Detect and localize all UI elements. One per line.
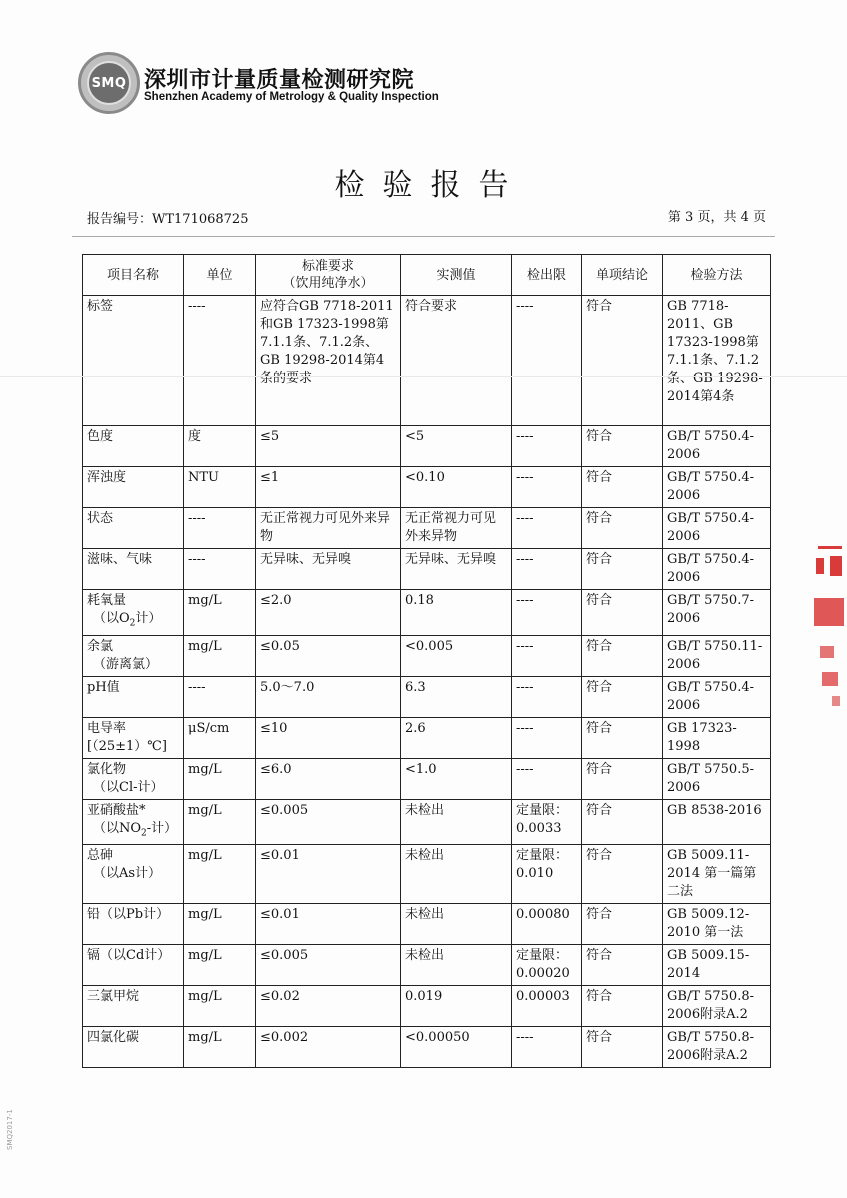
cell-lim: ---- [512, 549, 582, 590]
cell-val: 0.019 [401, 986, 512, 1027]
cell-res: 符合 [582, 945, 663, 986]
cell-req: 无正常视力可见外来异物 [256, 508, 401, 549]
cell-name [83, 758, 184, 799]
header-standard: 标准要求 （饮用纯净水） [256, 255, 401, 296]
cell-lim: ---- [512, 590, 582, 636]
side-watermark: SMQ2017-1 [6, 1109, 14, 1150]
table-row [83, 945, 771, 986]
item-name: 状态 [87, 511, 114, 526]
item-name-note [87, 610, 161, 633]
table-row [83, 590, 771, 636]
scan-artifact-line [0, 376, 847, 377]
cell-unit: μS/cm [184, 717, 256, 758]
cell-unit: ---- [184, 508, 256, 549]
note-prefix: （以NO [93, 820, 142, 836]
cell-unit: mg/L [184, 635, 256, 676]
cell-method: GB/T 5750.4-2006 [663, 676, 771, 717]
item-name: 余氯 [87, 638, 114, 654]
item-name: 电导率[（25±1）℃] [87, 720, 167, 754]
cell-val: 2.6 [401, 717, 512, 758]
item-name: 铅（以Pb计） [87, 907, 170, 923]
cell-unit: ---- [184, 296, 256, 426]
table-row [83, 904, 771, 945]
cell-res: 符合 [582, 758, 663, 799]
logo-inner [87, 61, 131, 105]
cell-unit: ---- [184, 549, 256, 590]
table-row [83, 758, 771, 799]
cell-req: ≤0.05 [256, 635, 401, 676]
header-method: 检验方法 [663, 255, 771, 296]
cell-res: 符合 [582, 467, 663, 508]
cell-req: ≤0.002 [256, 1027, 401, 1068]
cell-res: 符合 [582, 635, 663, 676]
cell-unit: mg/L [184, 845, 256, 904]
note-suffix: -计） [146, 820, 178, 836]
cell-val: <1.0 [401, 758, 512, 799]
cell-method: GB 8538-2016 [663, 799, 771, 845]
cell-method: GB 5009.11-2014 第一篇第二法 [663, 845, 771, 904]
cell-val: 符合要求 [401, 296, 512, 426]
report-title: 检验报告 [334, 168, 527, 203]
cell-res: 符合 [582, 986, 663, 1027]
cell-lim: ---- [512, 426, 582, 467]
cell-method: GB/T 5750.7-2006 [663, 590, 771, 636]
cell-val: 未检出 [401, 799, 512, 845]
item-name: 滋味、气味 [87, 552, 153, 567]
cell-name [83, 717, 184, 758]
cell-lim: 定量限：0.00020 [512, 945, 582, 986]
item-name-note [87, 820, 177, 843]
header-item: 项目名称 [83, 255, 184, 296]
item-name: 色度 [87, 429, 114, 444]
cell-unit: mg/L [184, 758, 256, 799]
cell-val: <5 [401, 426, 512, 467]
cell-name [83, 1027, 184, 1068]
cell-req: ≤0.01 [256, 904, 401, 945]
cell-req: ≤0.005 [256, 799, 401, 845]
cell-method: GB 5009.15-2014 [663, 945, 771, 986]
header-measured: 实测值 [401, 255, 512, 296]
cell-req: 5.0～7.0 [256, 676, 401, 717]
table-row [83, 1027, 771, 1068]
cell-unit: ---- [184, 676, 256, 717]
cell-val: <0.005 [401, 635, 512, 676]
cell-unit: mg/L [184, 799, 256, 845]
item-name: 三氯甲烷 [87, 989, 140, 1005]
header-divider [72, 236, 775, 237]
cell-res: 符合 [582, 508, 663, 549]
cell-val: 6.3 [401, 676, 512, 717]
cell-lim: 0.00080 [512, 904, 582, 945]
organization-name-en: Shenzhen Academy of Metrology & Quality Inspection [144, 91, 439, 103]
cell-name [83, 799, 184, 845]
item-name: 标签 [87, 299, 114, 314]
item-name: 总砷 [87, 848, 114, 864]
cell-res: 符合 [582, 845, 663, 904]
cell-unit: mg/L [184, 986, 256, 1027]
cell-lim: ---- [512, 717, 582, 758]
header-unit: 单位 [184, 255, 256, 296]
item-name-note: （游离氯） [93, 656, 159, 672]
cell-val: 无正常视力可见外来异物 [401, 508, 512, 549]
header-detection-limit: 检出限 [512, 255, 582, 296]
smq-logo [78, 52, 140, 114]
cell-name [83, 590, 184, 636]
cell-req: ≤1 [256, 467, 401, 508]
table-row [83, 296, 771, 426]
report-number: 报告编号：WT171068725 [87, 212, 249, 227]
cell-req: ≤5 [256, 426, 401, 467]
item-name: 四氯化碳 [87, 1030, 140, 1046]
cell-name [83, 508, 184, 549]
cell-unit: mg/L [184, 1027, 256, 1068]
cell-lim: ---- [512, 758, 582, 799]
cell-name [83, 467, 184, 508]
cell-req: ≤6.0 [256, 758, 401, 799]
cell-method: GB/T 5750.8-2006附录A.2 [663, 986, 771, 1027]
cell-name [83, 904, 184, 945]
cell-req: ≤10 [256, 717, 401, 758]
cell-res: 符合 [582, 904, 663, 945]
cell-unit: mg/L [184, 590, 256, 636]
cell-method: GB/T 5750.4-2006 [663, 467, 771, 508]
cell-lim: 0.00003 [512, 986, 582, 1027]
item-name: 镉（以Cd计） [87, 948, 171, 964]
item-name: pH值 [87, 679, 120, 695]
item-name-note: （以As计） [93, 866, 162, 882]
cell-req: ≤0.005 [256, 945, 401, 986]
cell-res: 符合 [582, 296, 663, 426]
cell-unit: NTU [184, 467, 256, 508]
cell-lim: ---- [512, 1027, 582, 1068]
table-row [83, 799, 771, 845]
cell-unit: mg/L [184, 945, 256, 986]
cell-res: 符合 [582, 426, 663, 467]
cell-req: 应符合GB 7718-2011和GB 17323-1998第7.1.1条、7.1.2条、GB 19298-2014第4条的要求 [256, 296, 401, 426]
cell-res: 符合 [582, 590, 663, 636]
cell-val: <0.00050 [401, 1027, 512, 1068]
cell-method: GB/T 5750.4-2006 [663, 426, 771, 467]
cell-method: GB/T 5750.4-2006 [663, 508, 771, 549]
note-prefix: （以O [93, 611, 130, 626]
item-name: 浑浊度 [87, 470, 127, 485]
table-header-row [83, 255, 771, 296]
table-row [83, 986, 771, 1027]
table-row [83, 845, 771, 904]
cell-name [83, 845, 184, 904]
cell-req: ≤0.02 [256, 986, 401, 1027]
table-row [83, 676, 771, 717]
item-name-note: （以Cl-计） [93, 779, 164, 795]
cell-val: 未检出 [401, 945, 512, 986]
cell-lim: ---- [512, 467, 582, 508]
cell-method: GB/T 5750.5-2006 [663, 758, 771, 799]
cell-method: GB 5009.12-2010 第一法 [663, 904, 771, 945]
cell-res: 符合 [582, 549, 663, 590]
cell-val: <0.10 [401, 467, 512, 508]
cell-name [83, 426, 184, 467]
cell-name [83, 549, 184, 590]
cell-method: GB 17323-1998 [663, 717, 771, 758]
cell-res: 符合 [582, 1027, 663, 1068]
cell-val: 未检出 [401, 845, 512, 904]
cell-name [83, 296, 184, 426]
cell-method: GB 7718-2011、GB 17323-1998第7.1.1条、7.1.2条、GB 19298-2014第4条 [663, 296, 771, 426]
cell-val: 无异味、无异嗅 [401, 549, 512, 590]
cell-method: GB/T 5750.8-2006附录A.2 [663, 1027, 771, 1068]
page-number: 第 3 页，共 4 页 [667, 210, 766, 225]
table-row [83, 635, 771, 676]
note-suffix: 计） [135, 611, 162, 626]
header-conclusion: 单项结论 [582, 255, 663, 296]
cell-lim: 定量限：0.010 [512, 845, 582, 904]
cell-req: ≤0.01 [256, 845, 401, 904]
cell-unit: mg/L [184, 904, 256, 945]
table-row [83, 549, 771, 590]
logo-text: SMQ [91, 75, 127, 91]
table-row [83, 467, 771, 508]
cell-lim: ---- [512, 676, 582, 717]
cell-lim: ---- [512, 635, 582, 676]
red-seal-stamp [812, 546, 847, 716]
cell-res: 符合 [582, 799, 663, 845]
cell-res: 符合 [582, 717, 663, 758]
cell-method: GB/T 5750.4-2006 [663, 549, 771, 590]
item-name: 耗氧量 [87, 593, 127, 608]
cell-val: 0.18 [401, 590, 512, 636]
note-subscript: 2 [141, 828, 147, 839]
item-name: 氯化物 [87, 761, 127, 777]
cell-unit: 度 [184, 426, 256, 467]
cell-name [83, 945, 184, 986]
cell-res: 符合 [582, 676, 663, 717]
cell-val: 未检出 [401, 904, 512, 945]
note-subscript: 2 [129, 618, 136, 629]
cell-req: ≤2.0 [256, 590, 401, 636]
cell-lim: ---- [512, 508, 582, 549]
table-row [83, 717, 771, 758]
item-name: 亚硝酸盐* [87, 802, 146, 818]
cell-lim: ---- [512, 296, 582, 426]
cell-lim: 定量限：0.0033 [512, 799, 582, 845]
table-row [83, 508, 771, 549]
cell-name [83, 986, 184, 1027]
cell-name [83, 676, 184, 717]
organization-name-cn: 深圳市计量质量检测研究院 [144, 68, 415, 93]
table-row [83, 426, 771, 467]
cell-method: GB/T 5750.11-2006 [663, 635, 771, 676]
cell-req: 无异味、无异嗅 [256, 549, 401, 590]
cell-name [83, 635, 184, 676]
